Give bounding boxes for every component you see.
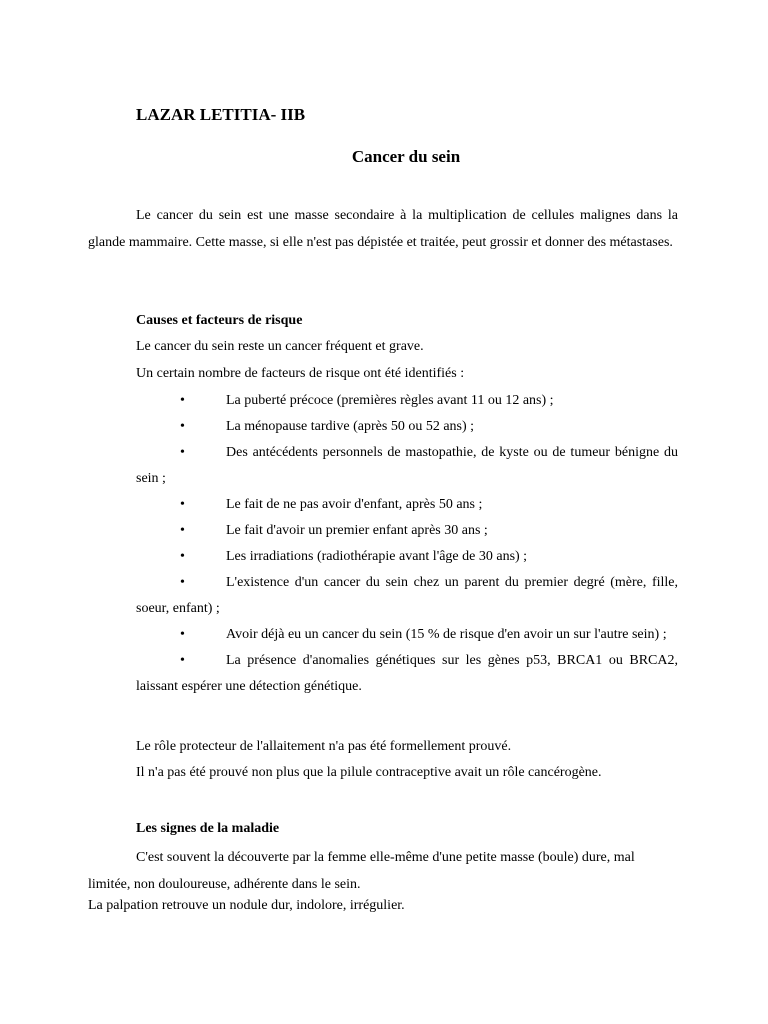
- list-item: • Avoir déjà eu un cancer du sein (15 % de risque d'en avoir un sur l'autre sein) ;: [136, 622, 678, 648]
- list-item: • La puberté précoce (premières règles avant 11 ou 12 ans) ;: [136, 388, 678, 414]
- intro-paragraph: Le cancer du sein est une masse secondaire à la multiplication de cellules malignes dans la glande mammaire. Cette masse, si elle n'est pas dépistée et traitée, peut grossir et donner des métastases.: [88, 208, 678, 250]
- list-item: • Les irradiations (radiothérapie avant l'âge de 30 ans) ;: [136, 544, 678, 570]
- list-item: • Le fait d'avoir un premier enfant après 30 ans ;: [136, 518, 678, 544]
- bullet-icon: •: [180, 445, 185, 460]
- risk-factor-list: [136, 388, 678, 700]
- causes-heading: Causes et facteurs de risque: [136, 313, 303, 328]
- list-item: • La ménopause tardive (après 50 ou 52 ans) ;: [136, 414, 678, 440]
- bullet-icon: •: [180, 627, 185, 642]
- document-title: Cancer du sein: [351, 147, 461, 166]
- author-line: LAZAR LETITIA- IIB: [136, 105, 306, 124]
- bullet-icon: •: [180, 653, 185, 668]
- list-item: • L'existence d'un cancer du sein chez un parent du premier degré (mère, fille, soeur, enfant) ;: [136, 570, 678, 622]
- list-item: • Le fait de ne pas avoir d'enfant, après 50 ans ;: [136, 492, 678, 518]
- list-item: • Des antécédents personnels de mastopathie, de kyste ou de tumeur bénigne du sein ;: [136, 440, 678, 492]
- signs-heading: Les signes de la maladie: [136, 821, 280, 836]
- breastfeeding-line: Le rôle protecteur de l'allaitement n'a pas été formellement prouvé.: [136, 739, 512, 754]
- bullet-icon: •: [180, 523, 185, 538]
- bullet-icon: •: [180, 393, 185, 408]
- signs-paragraph: C'est souvent la découverte par la femme elle-même d'une petite masse (boule) dure, mal limitée, non douloureuse, adhérente dans le sein.: [88, 850, 635, 892]
- bullet-icon: •: [180, 575, 185, 590]
- bullet-icon: •: [180, 497, 185, 512]
- causes-line-2: Un certain nombre de facteurs de risque ont été identifiés :: [136, 366, 465, 381]
- list-item: • La présence d'anomalies génétiques sur les gènes p53, BRCA1 ou BRCA2, laissant espérer une détection génétique.: [136, 648, 678, 700]
- bullet-icon: •: [180, 419, 185, 434]
- contraceptive-line: Il n'a pas été prouvé non plus que la pilule contraceptive avait un rôle cancérogène.: [136, 765, 602, 780]
- causes-line-1: Le cancer du sein reste un cancer fréquent et grave.: [136, 339, 424, 354]
- bullet-icon: •: [180, 549, 185, 564]
- palpation-line: La palpation retrouve un nodule dur, indolore, irrégulier.: [88, 898, 405, 913]
